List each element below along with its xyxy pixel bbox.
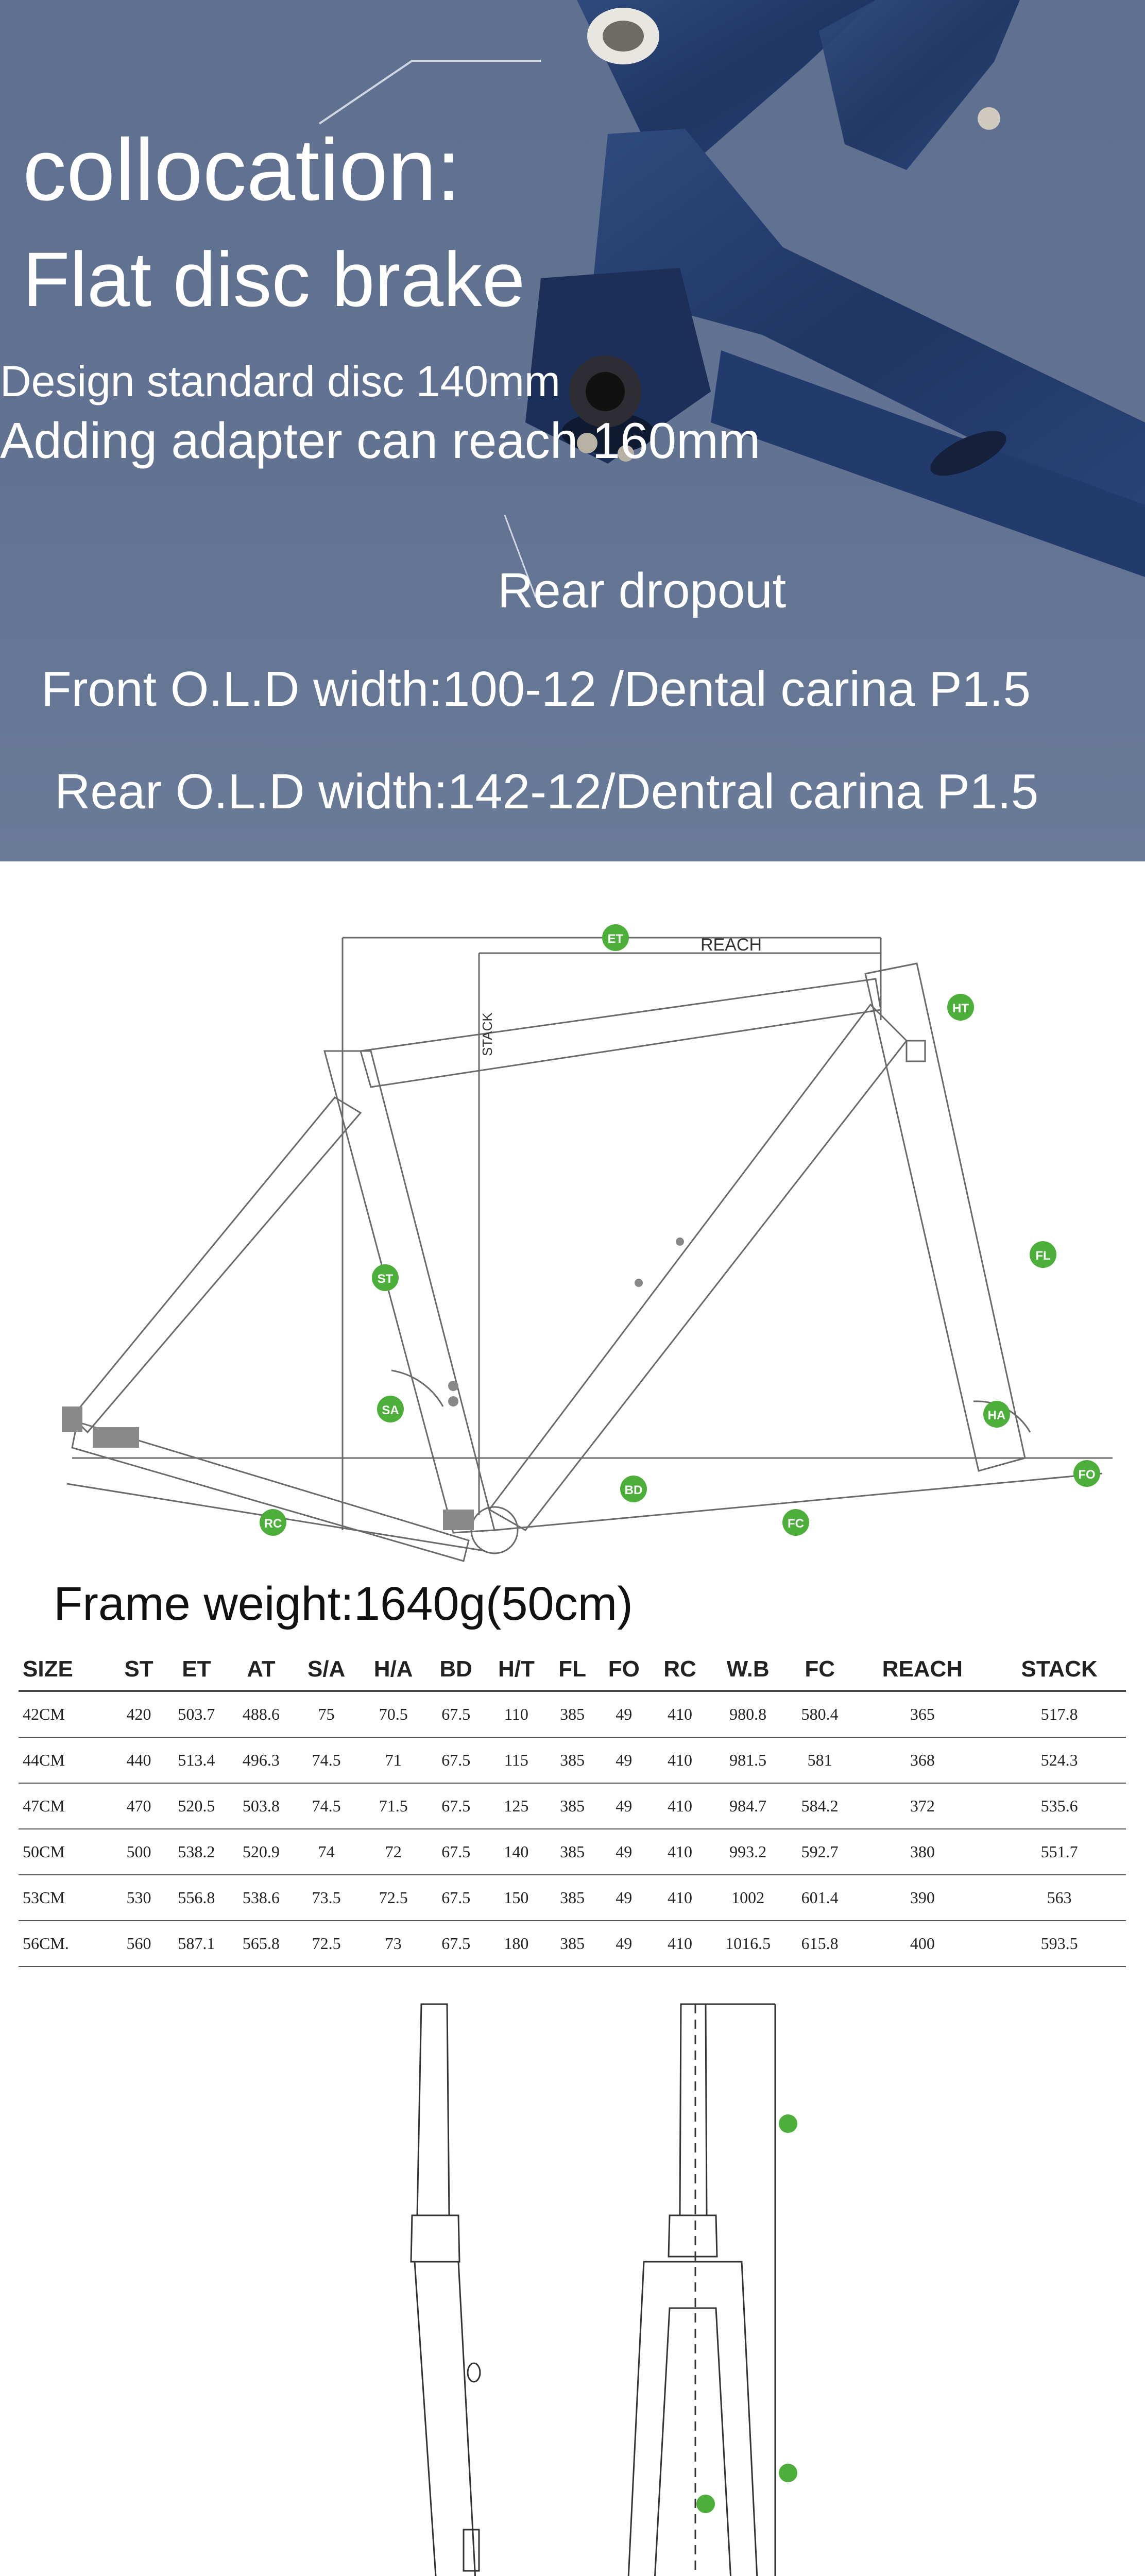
table-cell: 115 — [485, 1737, 549, 1783]
frame-col-header: RC — [652, 1649, 709, 1691]
table-cell: 584.2 — [788, 1783, 852, 1829]
table-cell: 410 — [652, 1691, 709, 1737]
table-cell: 530 — [114, 1875, 164, 1921]
table-cell: 440 — [114, 1737, 164, 1783]
frame-col-header: H/T — [485, 1649, 549, 1691]
table-cell: 984.7 — [708, 1783, 787, 1829]
table-cell: 500 — [114, 1829, 164, 1875]
table-cell: 601.4 — [788, 1875, 852, 1921]
adapter-text: Adding adapter can reach 160mm — [0, 412, 761, 469]
table-cell: 513.4 — [164, 1737, 229, 1783]
table-cell: 72.5 — [294, 1921, 360, 1967]
table-cell: 50CM — [19, 1829, 114, 1875]
frame-table-body — [19, 1691, 1126, 1967]
table-cell: 410 — [652, 1829, 709, 1875]
badge-fc-label: FC — [788, 1517, 804, 1531]
table-cell: 488.6 — [229, 1691, 294, 1737]
table-cell: 410 — [652, 1737, 709, 1783]
table-cell: 71.5 — [360, 1783, 428, 1829]
table-cell: 410 — [652, 1875, 709, 1921]
table-cell: 125 — [485, 1783, 549, 1829]
table-cell: 503.7 — [164, 1691, 229, 1737]
badge-sa-label: SA — [382, 1403, 399, 1417]
table-cell: 520.5 — [164, 1783, 229, 1829]
table-cell: 385 — [548, 1737, 596, 1783]
table-cell: 1002 — [708, 1875, 787, 1921]
table-cell: 49 — [596, 1829, 652, 1875]
table-cell: 551.7 — [993, 1829, 1126, 1875]
table-cell: 385 — [548, 1875, 596, 1921]
frame-col-header: BD — [428, 1649, 485, 1691]
table-cell: 110 — [485, 1691, 549, 1737]
table-cell: 150 — [485, 1875, 549, 1921]
table-cell: 587.1 — [164, 1921, 229, 1967]
table-cell: 410 — [652, 1921, 709, 1967]
table-cell: 53CM — [19, 1875, 114, 1921]
table-cell: 74 — [294, 1829, 360, 1875]
table-cell: 67.5 — [428, 1691, 485, 1737]
badge-st-label: ST — [377, 1272, 394, 1286]
table-cell: 556.8 — [164, 1875, 229, 1921]
frame-col-header: S/A — [294, 1649, 360, 1691]
table-cell: 538.2 — [164, 1829, 229, 1875]
table-cell: 67.5 — [428, 1783, 485, 1829]
table-cell: 385 — [548, 1691, 596, 1737]
table-cell: 565.8 — [229, 1921, 294, 1967]
fork-diagram — [309, 1989, 876, 2576]
table-cell: 580.4 — [788, 1691, 852, 1737]
table-cell: 563 — [993, 1875, 1126, 1921]
table-cell: 503.8 — [229, 1783, 294, 1829]
frame-col-header: H/A — [360, 1649, 428, 1691]
table-cell: 72.5 — [360, 1875, 428, 1921]
table-cell: 44CM — [19, 1737, 114, 1783]
table-cell: 49 — [596, 1737, 652, 1783]
table-cell: 67.5 — [428, 1875, 485, 1921]
table-cell: 400 — [852, 1921, 993, 1967]
table-cell: 56CM. — [19, 1921, 114, 1967]
hero-title: collocation: — [23, 121, 461, 219]
table-cell: 420 — [114, 1691, 164, 1737]
table-cell: 140 — [485, 1829, 549, 1875]
table-cell: 560 — [114, 1921, 164, 1967]
reach-label: REACH — [700, 935, 762, 955]
table-cell: 67.5 — [428, 1829, 485, 1875]
table-cell: 535.6 — [993, 1783, 1126, 1829]
table-cell: 368 — [852, 1737, 993, 1783]
table-cell: 524.3 — [993, 1737, 1126, 1783]
table-cell: 410 — [652, 1783, 709, 1829]
hero-subtitle: Flat disc brake — [23, 236, 525, 323]
table-cell: 73.5 — [294, 1875, 360, 1921]
table-cell: 470 — [114, 1783, 164, 1829]
table-cell: 517.8 — [993, 1691, 1126, 1737]
frame-table-header — [19, 1649, 1126, 1691]
stack-label: STACK — [480, 1012, 495, 1056]
table-cell: 372 — [852, 1783, 993, 1829]
table-cell: 520.9 — [229, 1829, 294, 1875]
table-cell: 73 — [360, 1921, 428, 1967]
table-cell: 1016.5 — [708, 1921, 787, 1967]
rear-old-text: Rear O.L.D width:142-12/Dentral carina P1.5 — [55, 764, 1039, 819]
table-cell: 593.5 — [993, 1921, 1126, 1967]
table-cell: 42CM — [19, 1691, 114, 1737]
table-cell: 75 — [294, 1691, 360, 1737]
badge-ha-label: HA — [987, 1409, 1006, 1422]
frame-geometry-diagram — [0, 886, 1145, 1577]
table-cell: 385 — [548, 1829, 596, 1875]
badge-rc-label: RC — [264, 1517, 282, 1531]
table-cell: 47CM — [19, 1783, 114, 1829]
table-cell: 67.5 — [428, 1921, 485, 1967]
frame-weight: Frame weight:1640g(50cm) — [54, 1578, 633, 1630]
badge-et-label: ET — [607, 932, 624, 946]
table-cell: 993.2 — [708, 1829, 787, 1875]
table-cell: 615.8 — [788, 1921, 852, 1967]
frame-col-header: ET — [164, 1649, 229, 1691]
table-cell: 49 — [596, 1783, 652, 1829]
table-cell: 592.7 — [788, 1829, 852, 1875]
table-cell: 380 — [852, 1829, 993, 1875]
hero-banner — [0, 0, 1145, 861]
frame-col-header: STACK — [993, 1649, 1126, 1691]
table-cell: 74.5 — [294, 1783, 360, 1829]
frame-col-header: SIZE — [19, 1649, 114, 1691]
table-cell: 496.3 — [229, 1737, 294, 1783]
table-row — [19, 1691, 1126, 1737]
table-cell: 49 — [596, 1691, 652, 1737]
frame-col-header: REACH — [852, 1649, 993, 1691]
table-cell: 365 — [852, 1691, 993, 1737]
table-row — [19, 1875, 1126, 1921]
frame-col-header: FO — [596, 1649, 652, 1691]
table-cell: 980.8 — [708, 1691, 787, 1737]
table-row — [19, 1737, 1126, 1783]
table-cell: 981.5 — [708, 1737, 787, 1783]
table-cell: 70.5 — [360, 1691, 428, 1737]
front-old-text: Front O.L.D width:100-12 /Dental carina P1.5 — [41, 662, 1031, 717]
badge-fl-label: FL — [1035, 1249, 1051, 1263]
frame-col-header: FL — [548, 1649, 596, 1691]
table-cell: 385 — [548, 1783, 596, 1829]
table-cell: 71 — [360, 1737, 428, 1783]
badge-ht-label: HT — [952, 1002, 969, 1015]
table-cell: 180 — [485, 1921, 549, 1967]
table-cell: 72 — [360, 1829, 428, 1875]
table-cell: 49 — [596, 1921, 652, 1967]
diagram-badges — [260, 924, 1100, 1536]
badge-bd-label: BD — [624, 1483, 643, 1497]
table-cell: 385 — [548, 1921, 596, 1967]
table-cell: 74.5 — [294, 1737, 360, 1783]
disc-standard-text: Design standard disc 140mm — [0, 357, 560, 405]
frame-col-header: FC — [788, 1649, 852, 1691]
table-row — [19, 1921, 1126, 1967]
frame-col-header: AT — [229, 1649, 294, 1691]
table-row — [19, 1829, 1126, 1875]
frame-col-header: W.B — [708, 1649, 787, 1691]
table-cell: 581 — [788, 1737, 852, 1783]
table-cell: 49 — [596, 1875, 652, 1921]
table-row — [19, 1783, 1126, 1829]
rear-dropout-text: Rear dropout — [498, 563, 787, 618]
frame-geometry-table — [19, 1649, 1126, 1967]
table-cell: 538.6 — [229, 1875, 294, 1921]
table-cell: 390 — [852, 1875, 993, 1921]
table-cell: 67.5 — [428, 1737, 485, 1783]
badge-fo-label: FO — [1078, 1468, 1096, 1482]
frame-col-header: ST — [114, 1649, 164, 1691]
